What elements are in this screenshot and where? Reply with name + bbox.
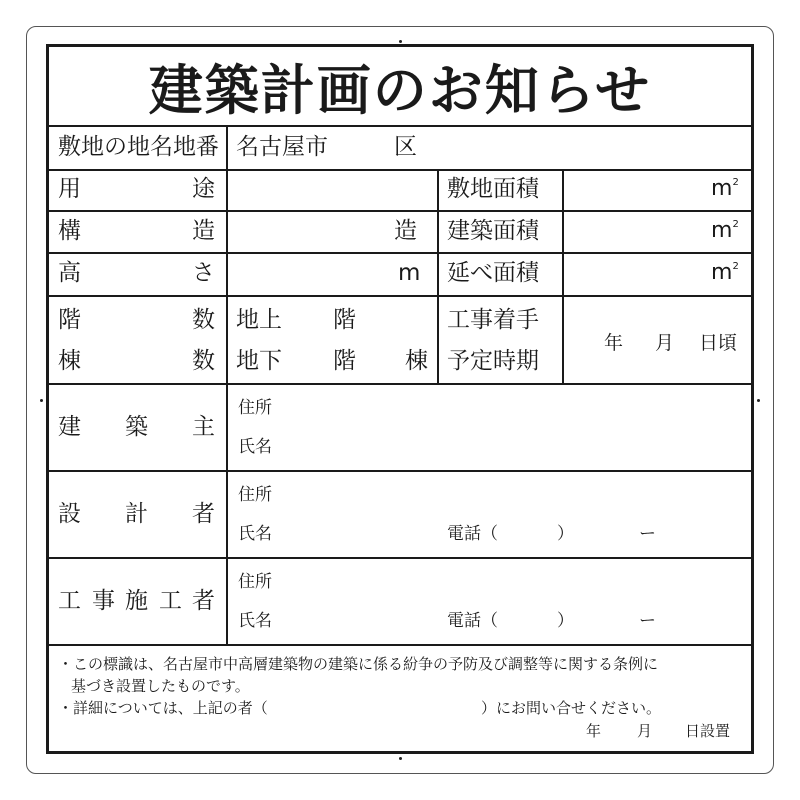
note-line-2: 基づき設置したものです。 [71,677,250,695]
use-label-2: 途 [192,176,215,202]
contractor-label-char-2: 事 [92,588,115,614]
site-city: 名古屋市 [236,134,328,160]
designer-phone-dash: ー [639,524,656,544]
structure-label-2: 造 [192,218,215,244]
contractor-label-char-4: 工 [159,588,182,614]
building-area-unit: $m^2$ [711,218,739,243]
mount-hole [399,40,402,43]
designer-label-char-2: 計 [125,501,148,527]
below-floor-unit: 階 [333,348,356,374]
divider [437,169,439,383]
designer-label-char-1: 設 [58,501,81,527]
use-label-1: 用 [58,176,81,202]
owner-name-label: 氏名 [238,437,272,457]
mount-hole [40,399,43,402]
divider [226,125,228,644]
install-month: 月 [637,722,653,740]
total-floor-area-unit: $m^2$ [711,260,739,285]
owner-address-label: 住所 [238,398,272,418]
divider [49,295,751,297]
start-label-2: 予定時期 [447,348,539,374]
contractor-phone-dash: ー [639,611,656,631]
designer-label-char-3: 者 [192,501,215,527]
designer-phone-close: ） [557,524,574,544]
contractor-label-char-1: 工 [58,588,81,614]
start-year: 年 [604,332,624,354]
start-month: 月 [655,332,675,354]
owner-label-char-1: 建 [58,414,81,440]
structure-unit: 造 [394,218,417,244]
mount-hole [399,757,402,760]
owner-label-char-2: 築 [125,414,148,440]
divider [49,125,751,127]
contractor-phone-close: ） [557,611,574,631]
notice-title: 建築計画のお知らせ [148,58,652,122]
site-label: 敷地の地名地番 [58,134,219,160]
site-area-label: 敷地面積 [447,176,539,202]
height-label-2: さ [192,260,215,286]
below-ground-label: 地下 [236,348,282,374]
buildings-label-1: 棟 [58,348,81,374]
designer-phone-label: 電話（ [447,524,498,544]
buildings-label-2: 数 [192,348,215,374]
contractor-label-char-5: 者 [192,588,215,614]
divider [49,210,751,212]
divider [49,644,751,646]
height-label-1: 高 [58,260,81,286]
total-floor-area-label: 延べ面積 [447,260,539,286]
contractor-phone-label: 電話（ [447,611,498,631]
divider [49,169,751,171]
contractor-address-label: 住所 [238,572,272,592]
floors-label-2: 数 [192,307,215,333]
notice-frame [46,44,754,754]
site-area-unit: $m^2$ [711,176,739,201]
divider [49,252,751,254]
install-day: 日設置 [685,722,731,740]
start-label-1: 工事着手 [447,307,539,333]
note-line-3-end: ）にお問い合せください。 [481,699,662,717]
above-ground-label: 地上 [236,307,282,333]
divider [562,169,564,383]
contractor-name-label: 氏名 [238,611,272,631]
mount-hole [757,399,760,402]
start-day-approx: 日頃 [699,332,738,354]
note-line-1: ・この標識は、名古屋市中高層建築物の建築に係る紛争の予防及び調整等に関する条例に [58,655,659,673]
designer-address-label: 住所 [238,485,272,505]
contractor-label-char-3: 施 [125,588,148,614]
height-unit: m [398,260,421,286]
divider [49,470,751,472]
site-ward-suffix: 区 [394,134,417,160]
owner-label-char-3: 主 [192,414,215,440]
designer-name-label: 氏名 [238,524,272,544]
divider [49,557,751,559]
above-floor-unit: 階 [333,307,356,333]
building-count-unit: 棟 [405,348,428,374]
install-year: 年 [586,722,602,740]
note-line-3-start: ・詳細については、上記の者（ [58,699,268,717]
floors-label-1: 階 [58,307,81,333]
structure-label-1: 構 [58,218,81,244]
building-area-label: 建築面積 [447,218,539,244]
divider [49,383,751,385]
